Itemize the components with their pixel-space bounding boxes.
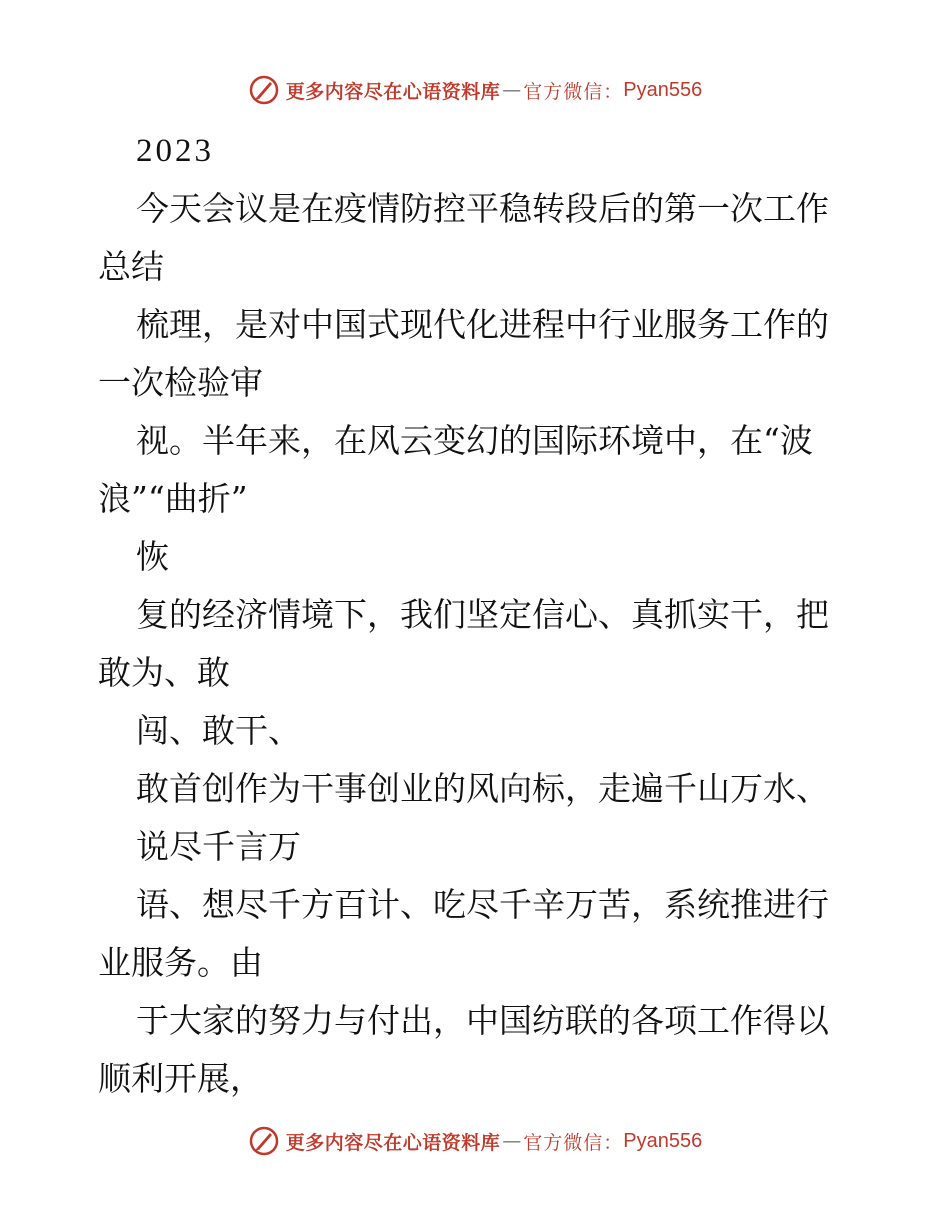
footer-official-label: 官方微信： [523,1131,624,1154]
text-line: 2023 [136,133,214,169]
footer-wechat-id: Pyan556 [623,1129,703,1152]
text-line: 一次检验审 [98,363,263,402]
header-wechat-id: Pyan556 [623,78,703,101]
text-line: 敢首创作为干事创业的风向标，走遍千山万水、 [136,769,829,808]
text-line: 今天会议是在疫情防控平稳转段后的第一次工作 [136,189,829,228]
quill-logo-icon [248,74,280,106]
text-line: 浪”“曲折” [98,479,248,518]
text-line: 视。半年来，在风云变幻的国际环境中，在“波 [136,421,813,460]
footer-brand: 更多内容尽在心语资料库 [285,1131,501,1154]
document-body [98,122,858,1108]
text-line: 总结 [98,247,164,286]
text-line: 业服务。由 [98,943,263,982]
header-dash: — [502,79,522,101]
text-line: 于大家的努力与付出，中国纺联的各项工作得以 [136,1001,829,1040]
header-official-label: 官方微信： [523,80,624,103]
header-brand: 更多内容尽在心语资料库 [285,80,501,103]
text-line: 复的经济情境下，我们坚定信心、真抓实干，把 [136,595,829,634]
text-line: 语、想尽千方百计、吃尽千辛万苦，系统推进行 [136,885,829,924]
text-line: 顺利开展， [98,1059,263,1098]
footer-dash: — [502,1130,522,1152]
text-line: 敢为、敢 [98,653,230,692]
text-line: 说尽千言万 [136,827,301,866]
quill-logo-icon [248,1125,280,1157]
page-header [0,70,950,110]
page-footer [0,1121,950,1161]
text-line: 闯、敢干、 [136,711,301,750]
text-line: 梳理，是对中国式现代化进程中行业服务工作的 [136,305,829,344]
text-line: 恢 [136,537,169,576]
